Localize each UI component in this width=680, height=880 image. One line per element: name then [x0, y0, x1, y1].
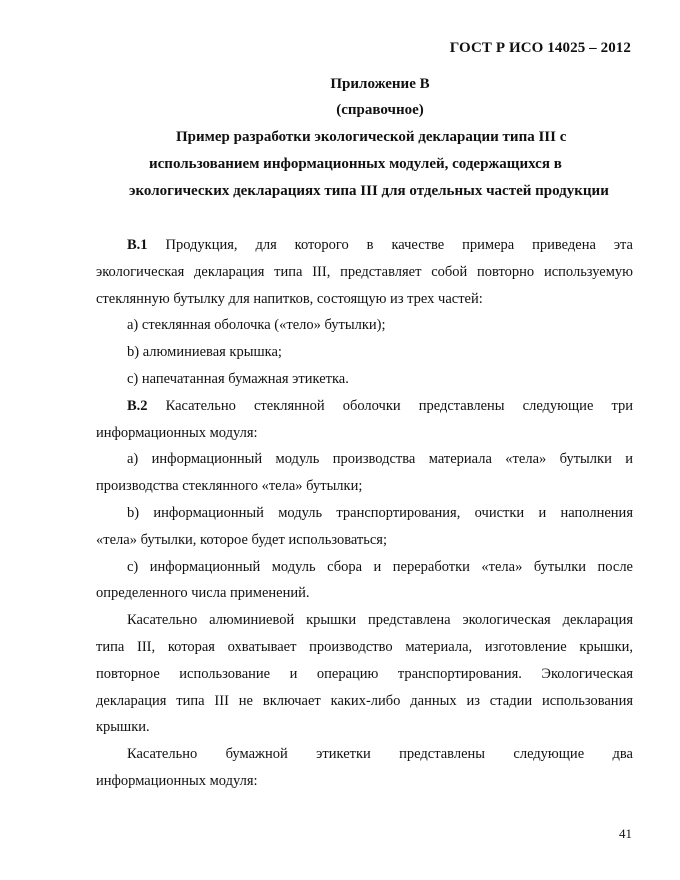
section-label: В.2 [127, 397, 148, 414]
list-item: c) напечатанная бумажная этикетка. [127, 370, 349, 387]
appendix-heading-line: Пример разработки экологической декларации типа III с [176, 129, 567, 145]
paragraph-line: декларация типа III не включает каких-либо данных из стадии использования [96, 692, 633, 709]
section-label: В.1 [127, 237, 148, 253]
paragraph-line: типа III, которая охватывает производство материала, изготовление крышки, [96, 638, 633, 655]
paragraph-line: информационных модуля: [96, 424, 258, 441]
list-item-continuation: определенного числа применений. [96, 585, 310, 602]
paragraph-line: экологическая декларация типа III, представляет собой повторно используемую [96, 263, 633, 280]
list-item: c) информационный модуль сбора и переработки «тела» бутылки после [127, 558, 633, 575]
appendix-kind: (справочное) [336, 102, 424, 118]
paragraph-line: В.1 Продукция, для которого в качестве примера приведена эта [127, 237, 633, 253]
appendix-title: Приложение В [330, 76, 430, 92]
page-number: 41 [619, 826, 632, 841]
list-item: b) информационный модуль транспортирования, очистки и наполнения [127, 504, 633, 521]
body-text [96, 232, 633, 795]
list-item-continuation: производства стеклянного «тела» бутылки; [96, 478, 363, 495]
paragraph-line: Касательно алюминиевой крышки представлена экологическая декларация [127, 612, 633, 629]
list-item: b) алюминиевая крышка; [127, 344, 282, 361]
list-item-continuation: «тела» бутылки, которое будет использоваться; [96, 531, 388, 548]
paragraph-line: повторное использование и операцию транспортирования. Экологическая [96, 665, 633, 682]
list-item: а) стеклянная оболочка («тело» бутылки); [127, 317, 386, 334]
paragraph-line: крышки. [96, 719, 150, 736]
appendix-heading-line: экологических декларациях типа III для отдельных частей продукции [129, 183, 609, 199]
paragraph-line: В.2 Касательно стеклянной оболочки представлены следующие три [127, 397, 633, 414]
paragraph-line: информационных модуля: [96, 772, 258, 789]
paragraph-line: Касательно бумажной этикетки представлены следующие два [127, 746, 633, 763]
standard-code: ГОСТ Р ИСО 14025 – 2012 [449, 40, 631, 56]
paragraph-line: стеклянную бутылку для напитков, состоящую из трех частей: [96, 290, 483, 307]
list-item: а) информационный модуль производства материала «тела» бутылки и [127, 451, 633, 468]
appendix-heading-line: использованием информационных модулей, содержащихся в [149, 156, 562, 172]
